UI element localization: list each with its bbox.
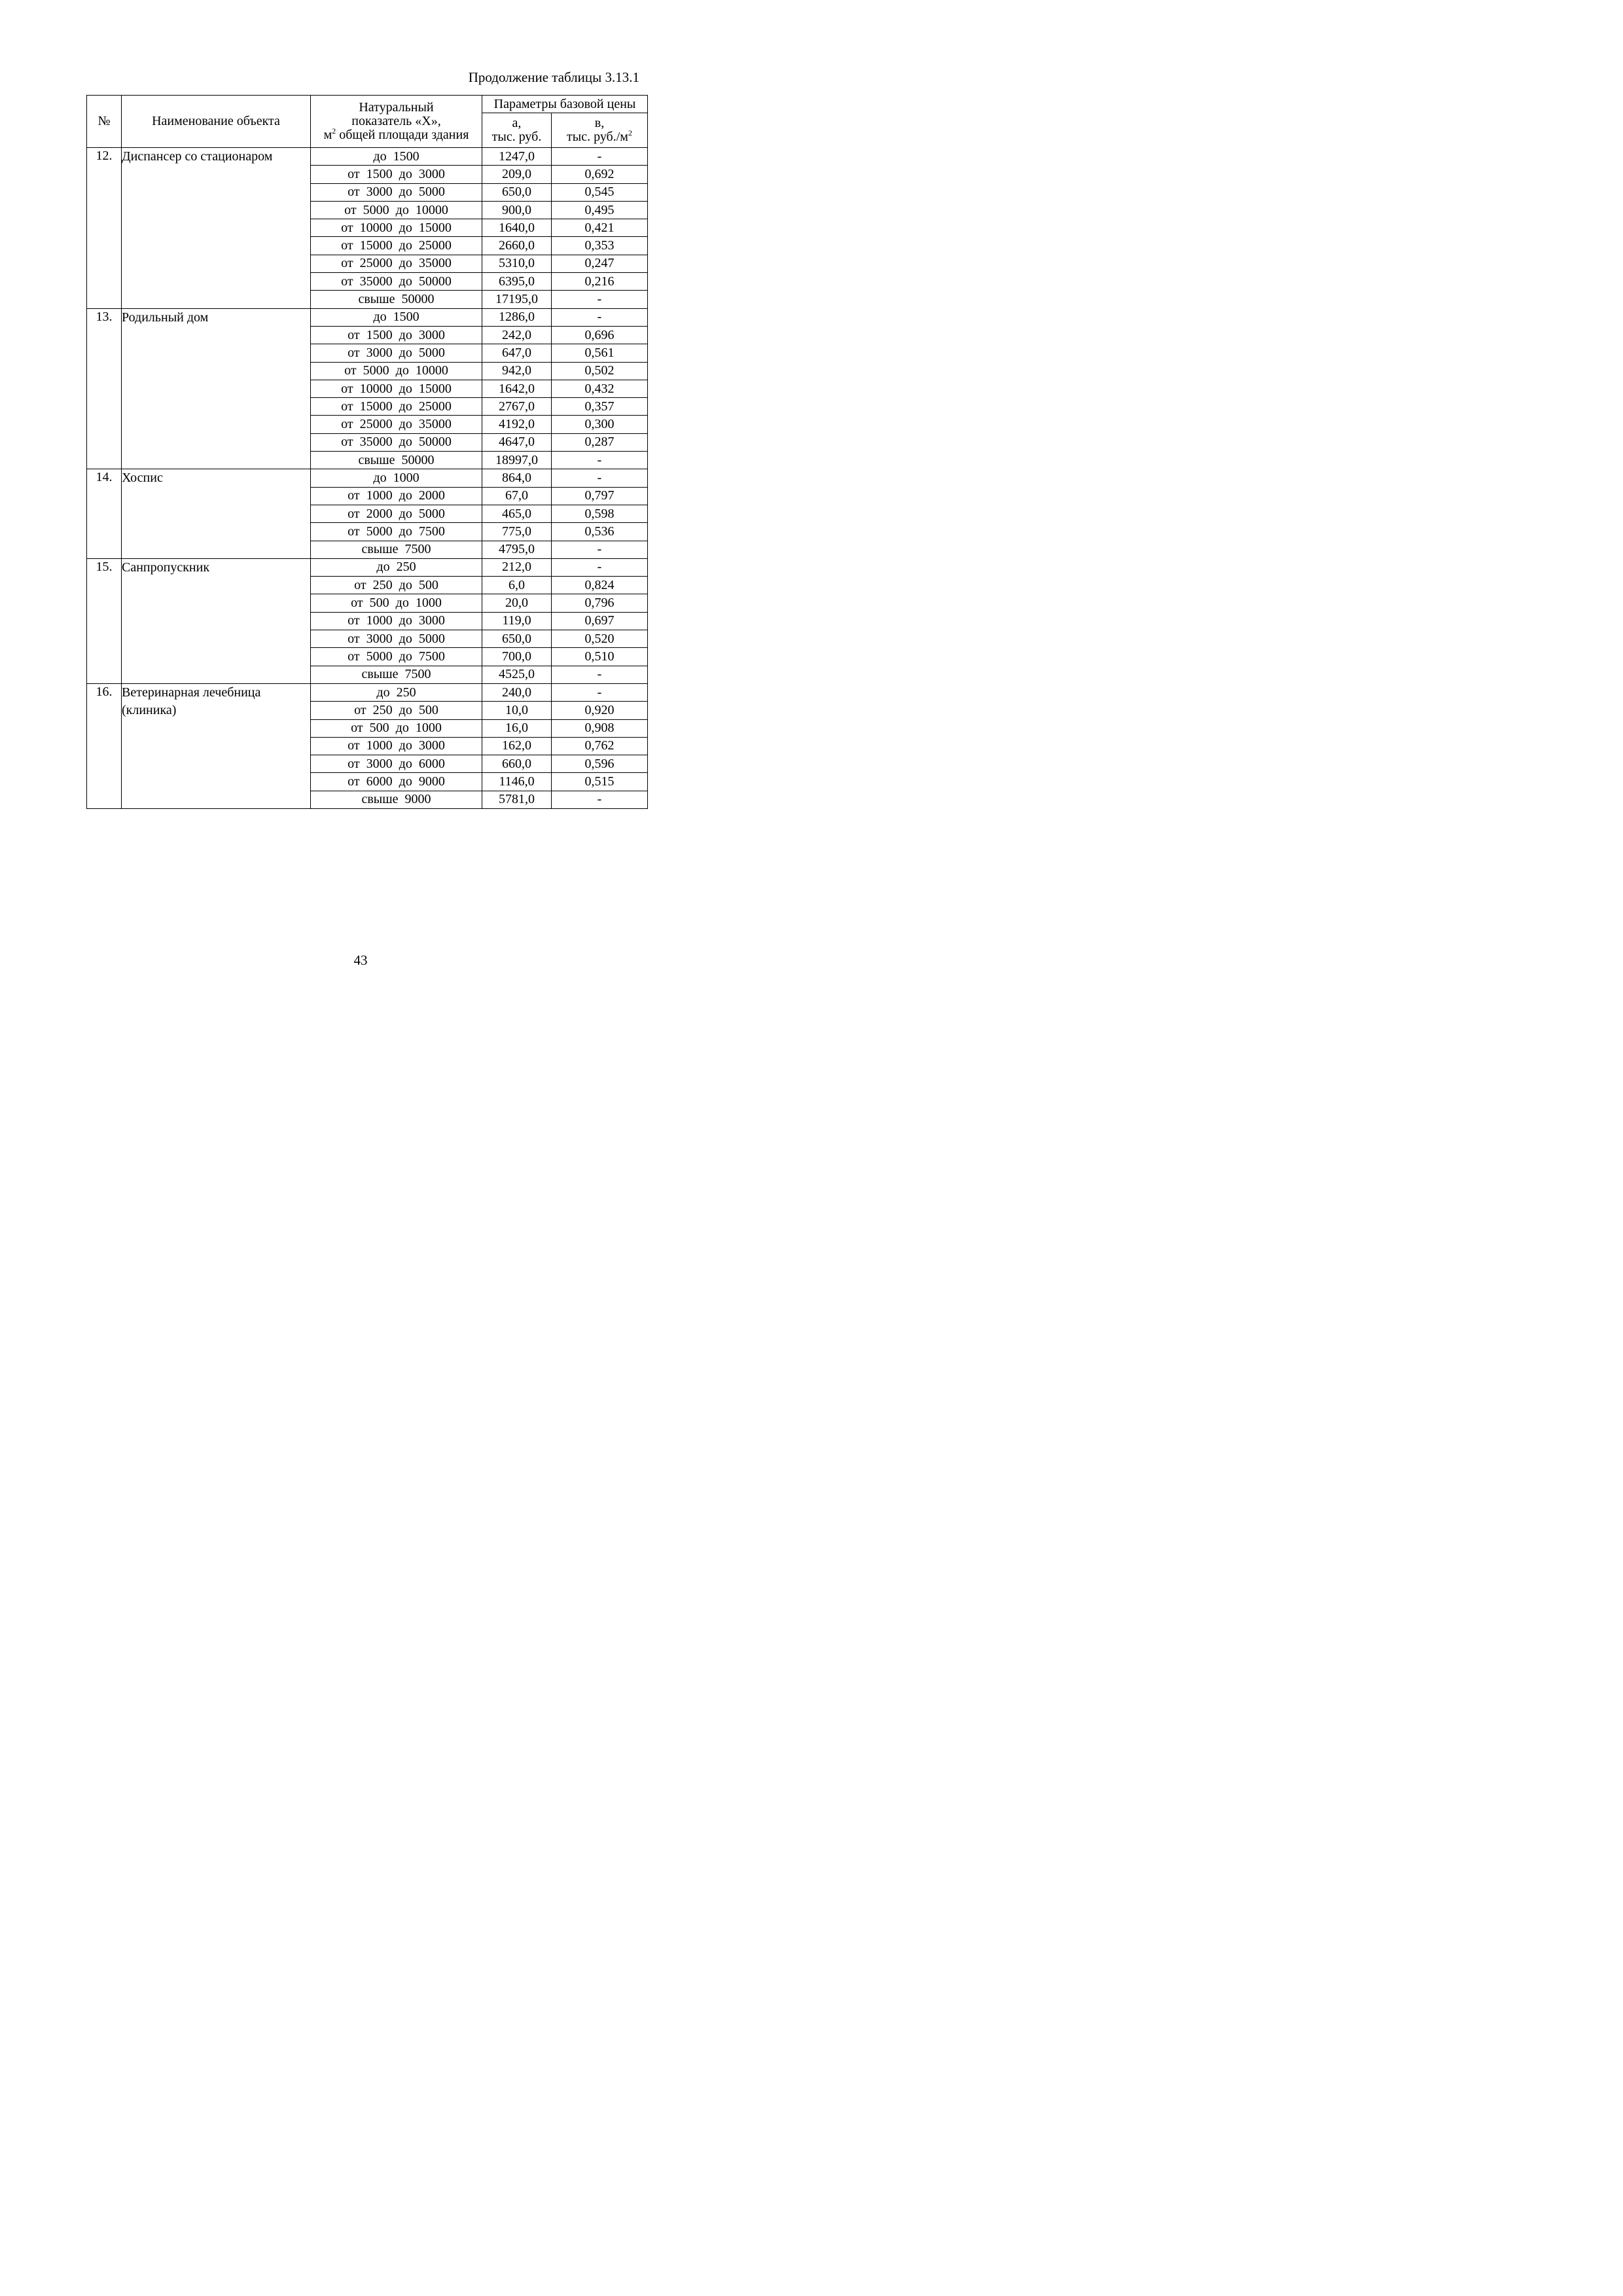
param-b-value: 0,697 [552,612,648,630]
header-b-sup: 2 [628,128,632,137]
table-body [87,148,648,809]
param-b-value: - [552,308,648,326]
indicator-range: от 10000 до 15000 [311,219,482,237]
indicator-range: до 250 [311,683,482,701]
indicator-range: от 500 до 1000 [311,594,482,612]
param-a-value: 647,0 [482,344,552,362]
param-b-value: 0,920 [552,702,648,719]
indicator-range: от 5000 до 10000 [311,201,482,219]
param-a-value: 465,0 [482,505,552,522]
param-b-value: 0,432 [552,380,648,397]
indicator-range: свыше 50000 [311,291,482,308]
indicator-range: от 10000 до 15000 [311,380,482,397]
param-a-value: 864,0 [482,469,552,487]
param-a-value: 17195,0 [482,291,552,308]
indicator-range: от 35000 до 50000 [311,433,482,451]
param-b-value: - [552,541,648,558]
header-indicator-line1: Натуральный [359,100,434,115]
param-b-value: 0,908 [552,719,648,737]
param-b-value: 0,762 [552,737,648,755]
param-b-value: 0,421 [552,219,648,237]
param-b-value: 0,247 [552,255,648,272]
param-a-value: 242,0 [482,326,552,344]
object-number: 16. [87,683,122,808]
table-row [87,148,648,166]
indicator-range: от 1500 до 3000 [311,166,482,183]
param-b-value: 0,692 [552,166,648,183]
object-name: Диспансер со стационаром [122,148,311,309]
param-b-value: 0,545 [552,183,648,201]
param-a-value: 1640,0 [482,219,552,237]
param-a-value: 660,0 [482,755,552,773]
indicator-range: свыше 50000 [311,452,482,469]
table-row [87,469,648,487]
indicator-range: от 5000 до 7500 [311,648,482,666]
param-a-value: 942,0 [482,362,552,380]
param-a-value: 2660,0 [482,237,552,255]
object-number: 14. [87,469,122,558]
indicator-range: от 5000 до 10000 [311,362,482,380]
object-number: 15. [87,558,122,683]
header-indicator-line2: показатель «X», [351,114,441,128]
param-a-value: 4795,0 [482,541,552,558]
param-a-value: 240,0 [482,683,552,701]
indicator-range: от 500 до 1000 [311,719,482,737]
indicator-range: до 1000 [311,469,482,487]
header-indicator-unit: м [323,128,332,142]
param-b-value: 0,824 [552,577,648,594]
header-a [482,113,552,148]
param-a-value: 1642,0 [482,380,552,397]
param-b-value: - [552,791,648,808]
indicator-range: от 2000 до 5000 [311,505,482,522]
param-a-value: 1286,0 [482,308,552,326]
param-a-value: 700,0 [482,648,552,666]
param-a-value: 20,0 [482,594,552,612]
object-name: Родильный дом [122,308,311,469]
indicator-range: от 3000 до 5000 [311,183,482,201]
table-caption: Продолжение таблицы 3.13.1 [468,69,639,85]
param-a-value: 5310,0 [482,255,552,272]
param-a-value: 162,0 [482,737,552,755]
header-name: Наименование объекта [122,96,311,148]
param-a-value: 1146,0 [482,773,552,791]
param-a-value: 16,0 [482,719,552,737]
param-b-value: 0,510 [552,648,648,666]
indicator-range: свыше 7500 [311,541,482,558]
param-b-value: - [552,683,648,701]
param-a-value: 212,0 [482,558,552,576]
param-b-value: 0,216 [552,273,648,291]
object-name: Санпропускник [122,558,311,683]
param-a-value: 4647,0 [482,433,552,451]
param-b-value: 0,357 [552,398,648,416]
object-name: Ветеринарная лечебница (клиника) [122,683,311,808]
table-header [87,96,648,148]
indicator-range: свыше 7500 [311,666,482,683]
param-a-value: 900,0 [482,201,552,219]
param-b-value: - [552,148,648,166]
param-a-value: 775,0 [482,523,552,541]
object-name: Хоспис [122,469,311,558]
header-indicator-unit-sup: 2 [332,126,336,135]
indicator-range: от 1500 до 3000 [311,326,482,344]
price-table [86,95,648,809]
param-a-value: 119,0 [482,612,552,630]
header-params: Параметры базовой цены [482,96,648,113]
param-b-value: 0,796 [552,594,648,612]
param-b-value: - [552,469,648,487]
indicator-range: до 250 [311,558,482,576]
header-indicator-line3: общей площади здания [336,128,469,142]
param-b-value: 0,353 [552,237,648,255]
indicator-range: свыше 9000 [311,791,482,808]
indicator-range: от 3000 до 5000 [311,630,482,648]
page-number: 43 [353,952,368,968]
param-a-value: 1247,0 [482,148,552,166]
header-num: № [87,96,122,148]
indicator-range: от 25000 до 35000 [311,416,482,433]
param-b-value: 0,300 [552,416,648,433]
param-a-value: 5781,0 [482,791,552,808]
param-b-value: 0,520 [552,630,648,648]
indicator-range: от 15000 до 25000 [311,398,482,416]
indicator-range: от 1000 до 3000 [311,737,482,755]
param-b-value: 0,536 [552,523,648,541]
indicator-range: от 6000 до 9000 [311,773,482,791]
indicator-range: от 250 до 500 [311,577,482,594]
header-indicator [311,96,482,148]
param-a-value: 209,0 [482,166,552,183]
param-b-value: 0,598 [552,505,648,522]
param-b-value: 0,797 [552,487,648,505]
indicator-range: от 15000 до 25000 [311,237,482,255]
param-a-value: 18997,0 [482,452,552,469]
param-b-value: - [552,666,648,683]
param-b-value: 0,561 [552,344,648,362]
param-a-value: 67,0 [482,487,552,505]
indicator-range: от 3000 до 6000 [311,755,482,773]
indicator-range: от 5000 до 7500 [311,523,482,541]
param-b-value: - [552,291,648,308]
param-b-value: - [552,558,648,576]
param-a-value: 650,0 [482,630,552,648]
indicator-range: от 35000 до 50000 [311,273,482,291]
table-row [87,683,648,701]
header-a-line1: а, [512,116,522,130]
indicator-range: до 1500 [311,308,482,326]
object-number: 12. [87,148,122,309]
param-a-value: 4192,0 [482,416,552,433]
header-b [552,113,648,148]
param-b-value: 0,287 [552,433,648,451]
param-a-value: 6395,0 [482,273,552,291]
object-number: 13. [87,308,122,469]
param-b-value: 0,596 [552,755,648,773]
param-b-value: 0,515 [552,773,648,791]
param-a-value: 4525,0 [482,666,552,683]
header-a-line2: тыс. руб. [491,130,542,144]
table-row [87,558,648,576]
param-b-value: - [552,452,648,469]
param-b-value: 0,495 [552,201,648,219]
header-b-line1: в, [594,116,605,130]
param-a-value: 650,0 [482,183,552,201]
param-b-value: 0,502 [552,362,648,380]
indicator-range: от 3000 до 5000 [311,344,482,362]
indicator-range: до 1500 [311,148,482,166]
table-row [87,308,648,326]
indicator-range: от 1000 до 2000 [311,487,482,505]
param-b-value: 0,696 [552,326,648,344]
indicator-range: от 1000 до 3000 [311,612,482,630]
header-b-line2: тыс. руб./м [567,130,628,144]
param-a-value: 10,0 [482,702,552,719]
param-a-value: 6,0 [482,577,552,594]
param-a-value: 2767,0 [482,398,552,416]
indicator-range: от 250 до 500 [311,702,482,719]
indicator-range: от 25000 до 35000 [311,255,482,272]
